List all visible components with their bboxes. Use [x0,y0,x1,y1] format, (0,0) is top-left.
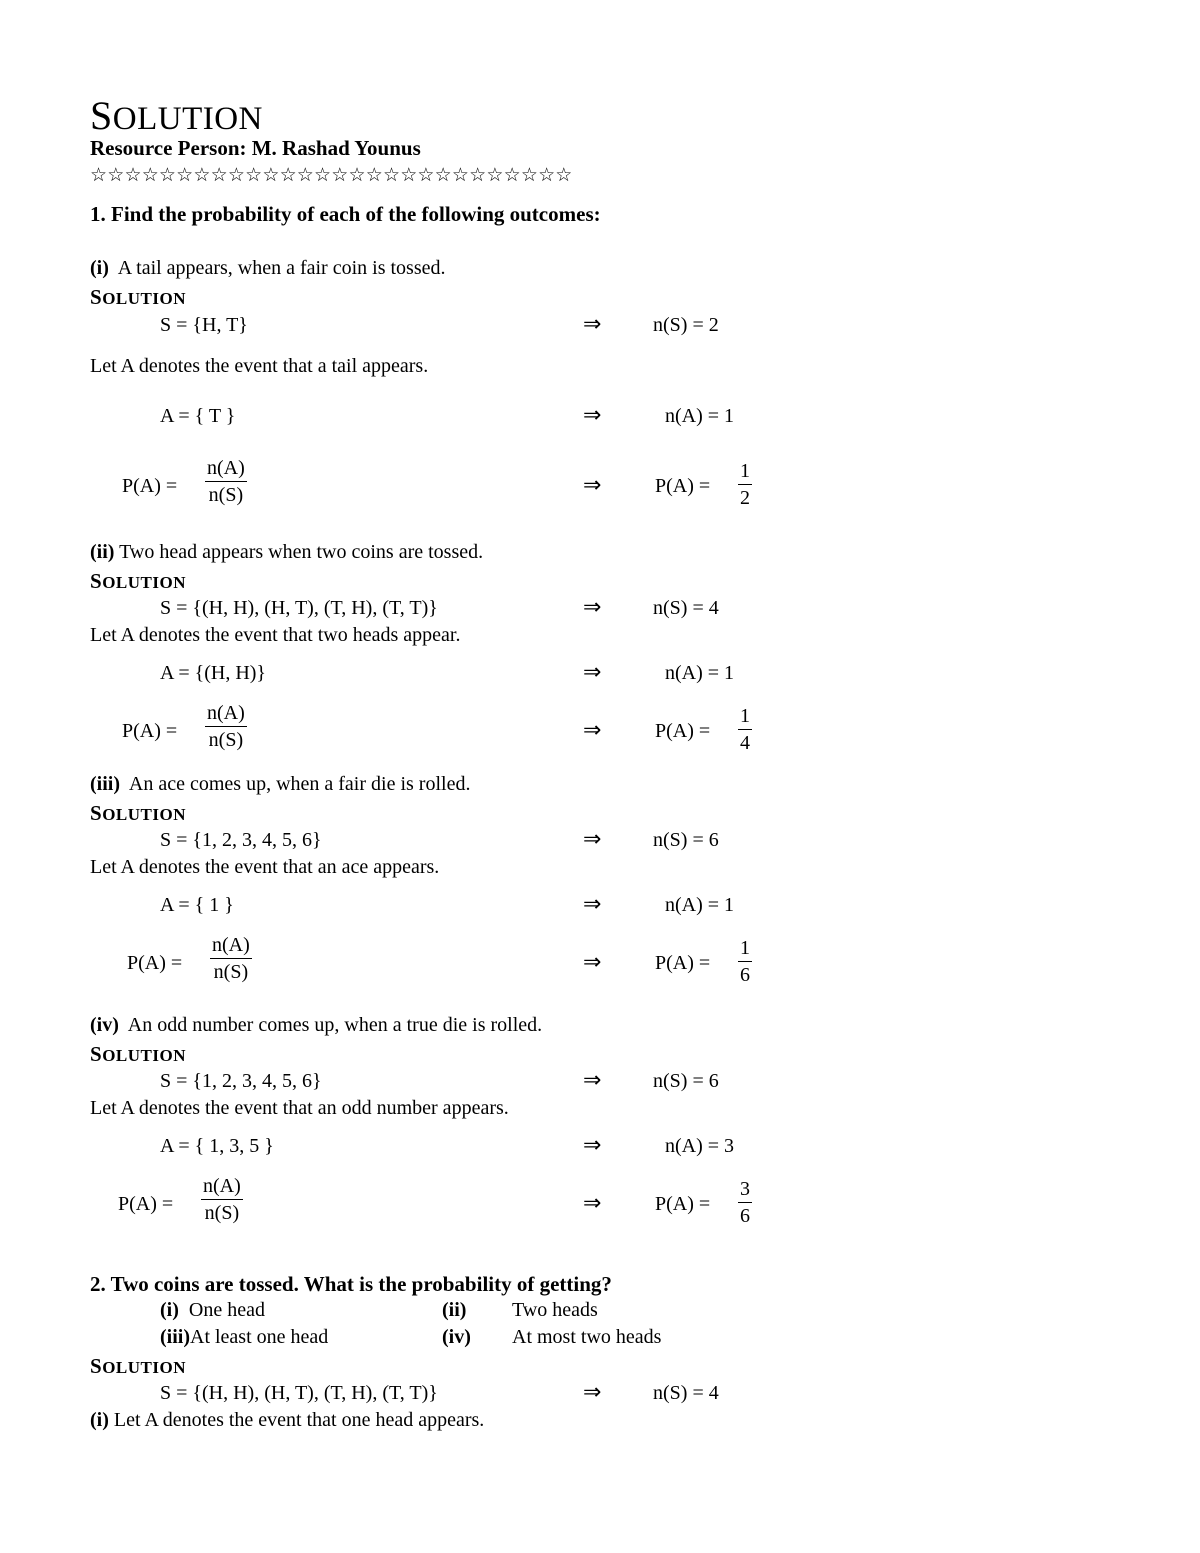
implies-arrow: ⇒ [583,473,602,498]
solution-label: SOLUTION [90,1354,186,1378]
event-set: A = { 1, 3, 5 } [160,1135,274,1157]
result-label: P(A) = [655,952,711,974]
event-set: A = {(H, H)} [160,662,267,684]
option-iii: (iii)At least one head [160,1326,329,1348]
option-iv-text: At most two heads [512,1326,662,1348]
result-label: P(A) = [655,720,711,742]
event-description: Let A denotes the event that an ace appears. [90,856,440,878]
probability-label: P(A) = [122,475,178,497]
star-divider: ☆☆☆☆☆☆☆☆☆☆☆☆☆☆☆☆☆☆☆☆☆☆☆☆☆☆☆☆ [90,165,573,186]
event-count: n(A) = 1 [665,405,735,427]
part-iv-question: (iv) An odd number comes up, when a true die is rolled. [90,1014,543,1036]
sample-space: S = {(H, H), (H, T), (T, H), (T, T)} [160,1382,438,1404]
solution-label: SOLUTION [90,801,186,825]
result-label: P(A) = [655,475,711,497]
question-2-heading: 2. Two coins are tossed. What is the probability of getting? [90,1272,612,1296]
sample-space-count: n(S) = 2 [653,314,719,336]
event-count: n(A) = 1 [665,662,735,684]
event-set: A = { T } [160,405,236,427]
sample-space-count: n(S) = 4 [653,597,719,619]
implies-arrow: ⇒ [583,595,602,620]
part-ii-question: (ii) Two head appears when two coins are tossed. [90,541,484,563]
implies-arrow: ⇒ [583,1191,602,1216]
result-fraction: $\frac{1}{2}$ [740,460,750,509]
resource-person: Resource Person: M. Rashad Younus [90,136,421,160]
result-fraction: $\frac{1}{6}$ [740,937,750,986]
implies-arrow: ⇒ [583,827,602,852]
option-ii-label: (ii) [442,1299,467,1321]
sample-space-count: n(S) = 6 [653,829,719,851]
event-count: n(A) = 3 [665,1135,735,1157]
part-i-question: (i) A tail appears, when a fair coin is tossed. [90,257,446,279]
probability-label: P(A) = [118,1193,174,1215]
implies-arrow: ⇒ [583,1068,602,1093]
probability-label: P(A) = [122,720,178,742]
event-description: Let A denotes the event that an odd number appears. [90,1097,509,1119]
event-set: A = { 1 } [160,894,234,916]
part-iii-question: (iii) An ace comes up, when a fair die is rolled. [90,773,471,795]
probability-fraction: $\frac{n(A)}{n(S)}$ [207,457,245,506]
implies-arrow: ⇒ [583,1133,602,1158]
probability-fraction: $\frac{n(A)}{n(S)}$ [203,1175,241,1224]
probability-fraction: $\frac{n(A)}{n(S)}$ [207,702,245,751]
result-label: P(A) = [655,1193,711,1215]
implies-arrow: ⇒ [583,1380,602,1405]
implies-arrow: ⇒ [583,892,602,917]
solution-label: SOLUTION [90,569,186,593]
solution-label: SOLUTION [90,285,186,309]
page-title: SOLUTION [90,93,263,138]
implies-arrow: ⇒ [583,950,602,975]
option-iv-label: (iv) [442,1326,471,1348]
sample-space: S = {H, T} [160,314,248,336]
option-ii-text: Two heads [512,1299,598,1321]
event-count: n(A) = 1 [665,894,735,916]
implies-arrow: ⇒ [583,403,602,428]
sample-space: S = {1, 2, 3, 4, 5, 6} [160,829,322,851]
probability-fraction: $\frac{n(A)}{n(S)}$ [212,934,250,983]
sample-space: S = {1, 2, 3, 4, 5, 6} [160,1070,322,1092]
result-fraction: $\frac{1}{4}$ [740,705,750,754]
sample-space: S = {(H, H), (H, T), (T, H), (T, T)} [160,597,438,619]
probability-label: P(A) = [127,952,183,974]
event-description: Let A denotes the event that a tail appears. [90,355,429,377]
implies-arrow: ⇒ [583,312,602,337]
sample-space-count: n(S) = 6 [653,1070,719,1092]
result-fraction: $\frac{3}{6}$ [740,1178,750,1227]
option-i: (i) One head [160,1299,265,1321]
implies-arrow: ⇒ [583,660,602,685]
implies-arrow: ⇒ [583,718,602,743]
event-description: (i) Let A denotes the event that one head appears. [90,1409,485,1431]
question-1-heading: 1. Find the probability of each of the following outcomes: [90,202,601,226]
event-description: Let A denotes the event that two heads appear. [90,624,461,646]
sample-space-count: n(S) = 4 [653,1382,719,1404]
solution-label: SOLUTION [90,1042,186,1066]
